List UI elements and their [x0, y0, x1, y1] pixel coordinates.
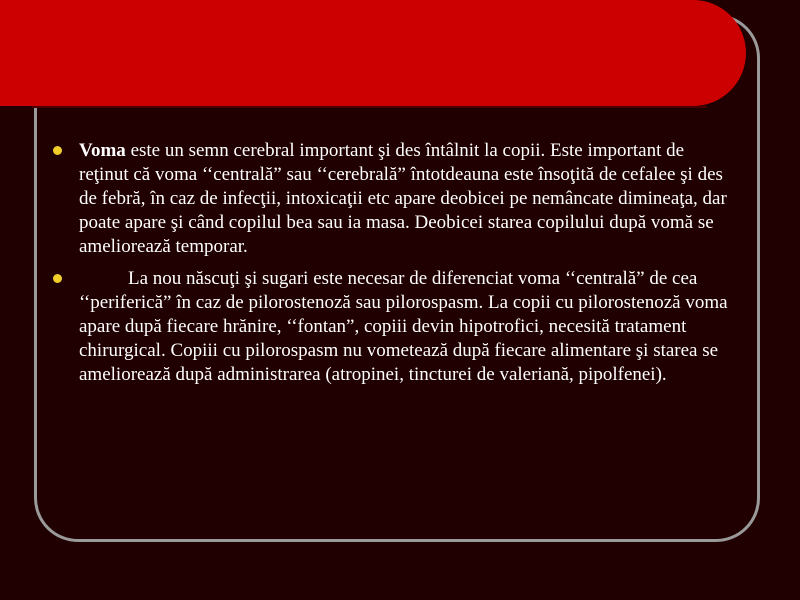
bullet-dot-icon [53, 274, 62, 283]
title-underline [32, 106, 707, 108]
bullet-item-2 [50, 267, 738, 387]
bullet-1-text: este un semn cerebral important şi des întâlnit la copii. Este important de reţinut că voma ‘‘centrală” sau ‘‘cerebrală” întotdeauna este însoţită de cefalee şi des de febră, în caz de infecţii, intoxicaţii etc apare deobicei pe nemâncate dimineaţa, dar poate apare şi când copilul bea sau ia masa. Deobicei starea copilului după vomă se ameliorează temporar. [79, 140, 727, 257]
bullet-2-text: La nou născuţi şi sugari este necesar de diferenciat voma ‘‘centrală” de cea ‘‘periferică” în caz de pilorostenoză sau pilorospasm. La copii cu pilorostenoză voma apare după fiecare hrănire, ‘‘fontan”, copiii devin hipotrofici, necesită tratament chirurgical. Copiii cu pilorospasm nu vometează după fiecare alimentare şi starea se ameliorează după administrarea (atropinei, tincturei de valeriană, pipolfenei). [79, 268, 728, 385]
bullet-1-bold: Voma [79, 140, 126, 161]
bullet-list [50, 139, 738, 395]
bullet-dot-icon [53, 146, 62, 155]
bullet-item-1 [50, 139, 738, 259]
title-band [0, 0, 746, 106]
